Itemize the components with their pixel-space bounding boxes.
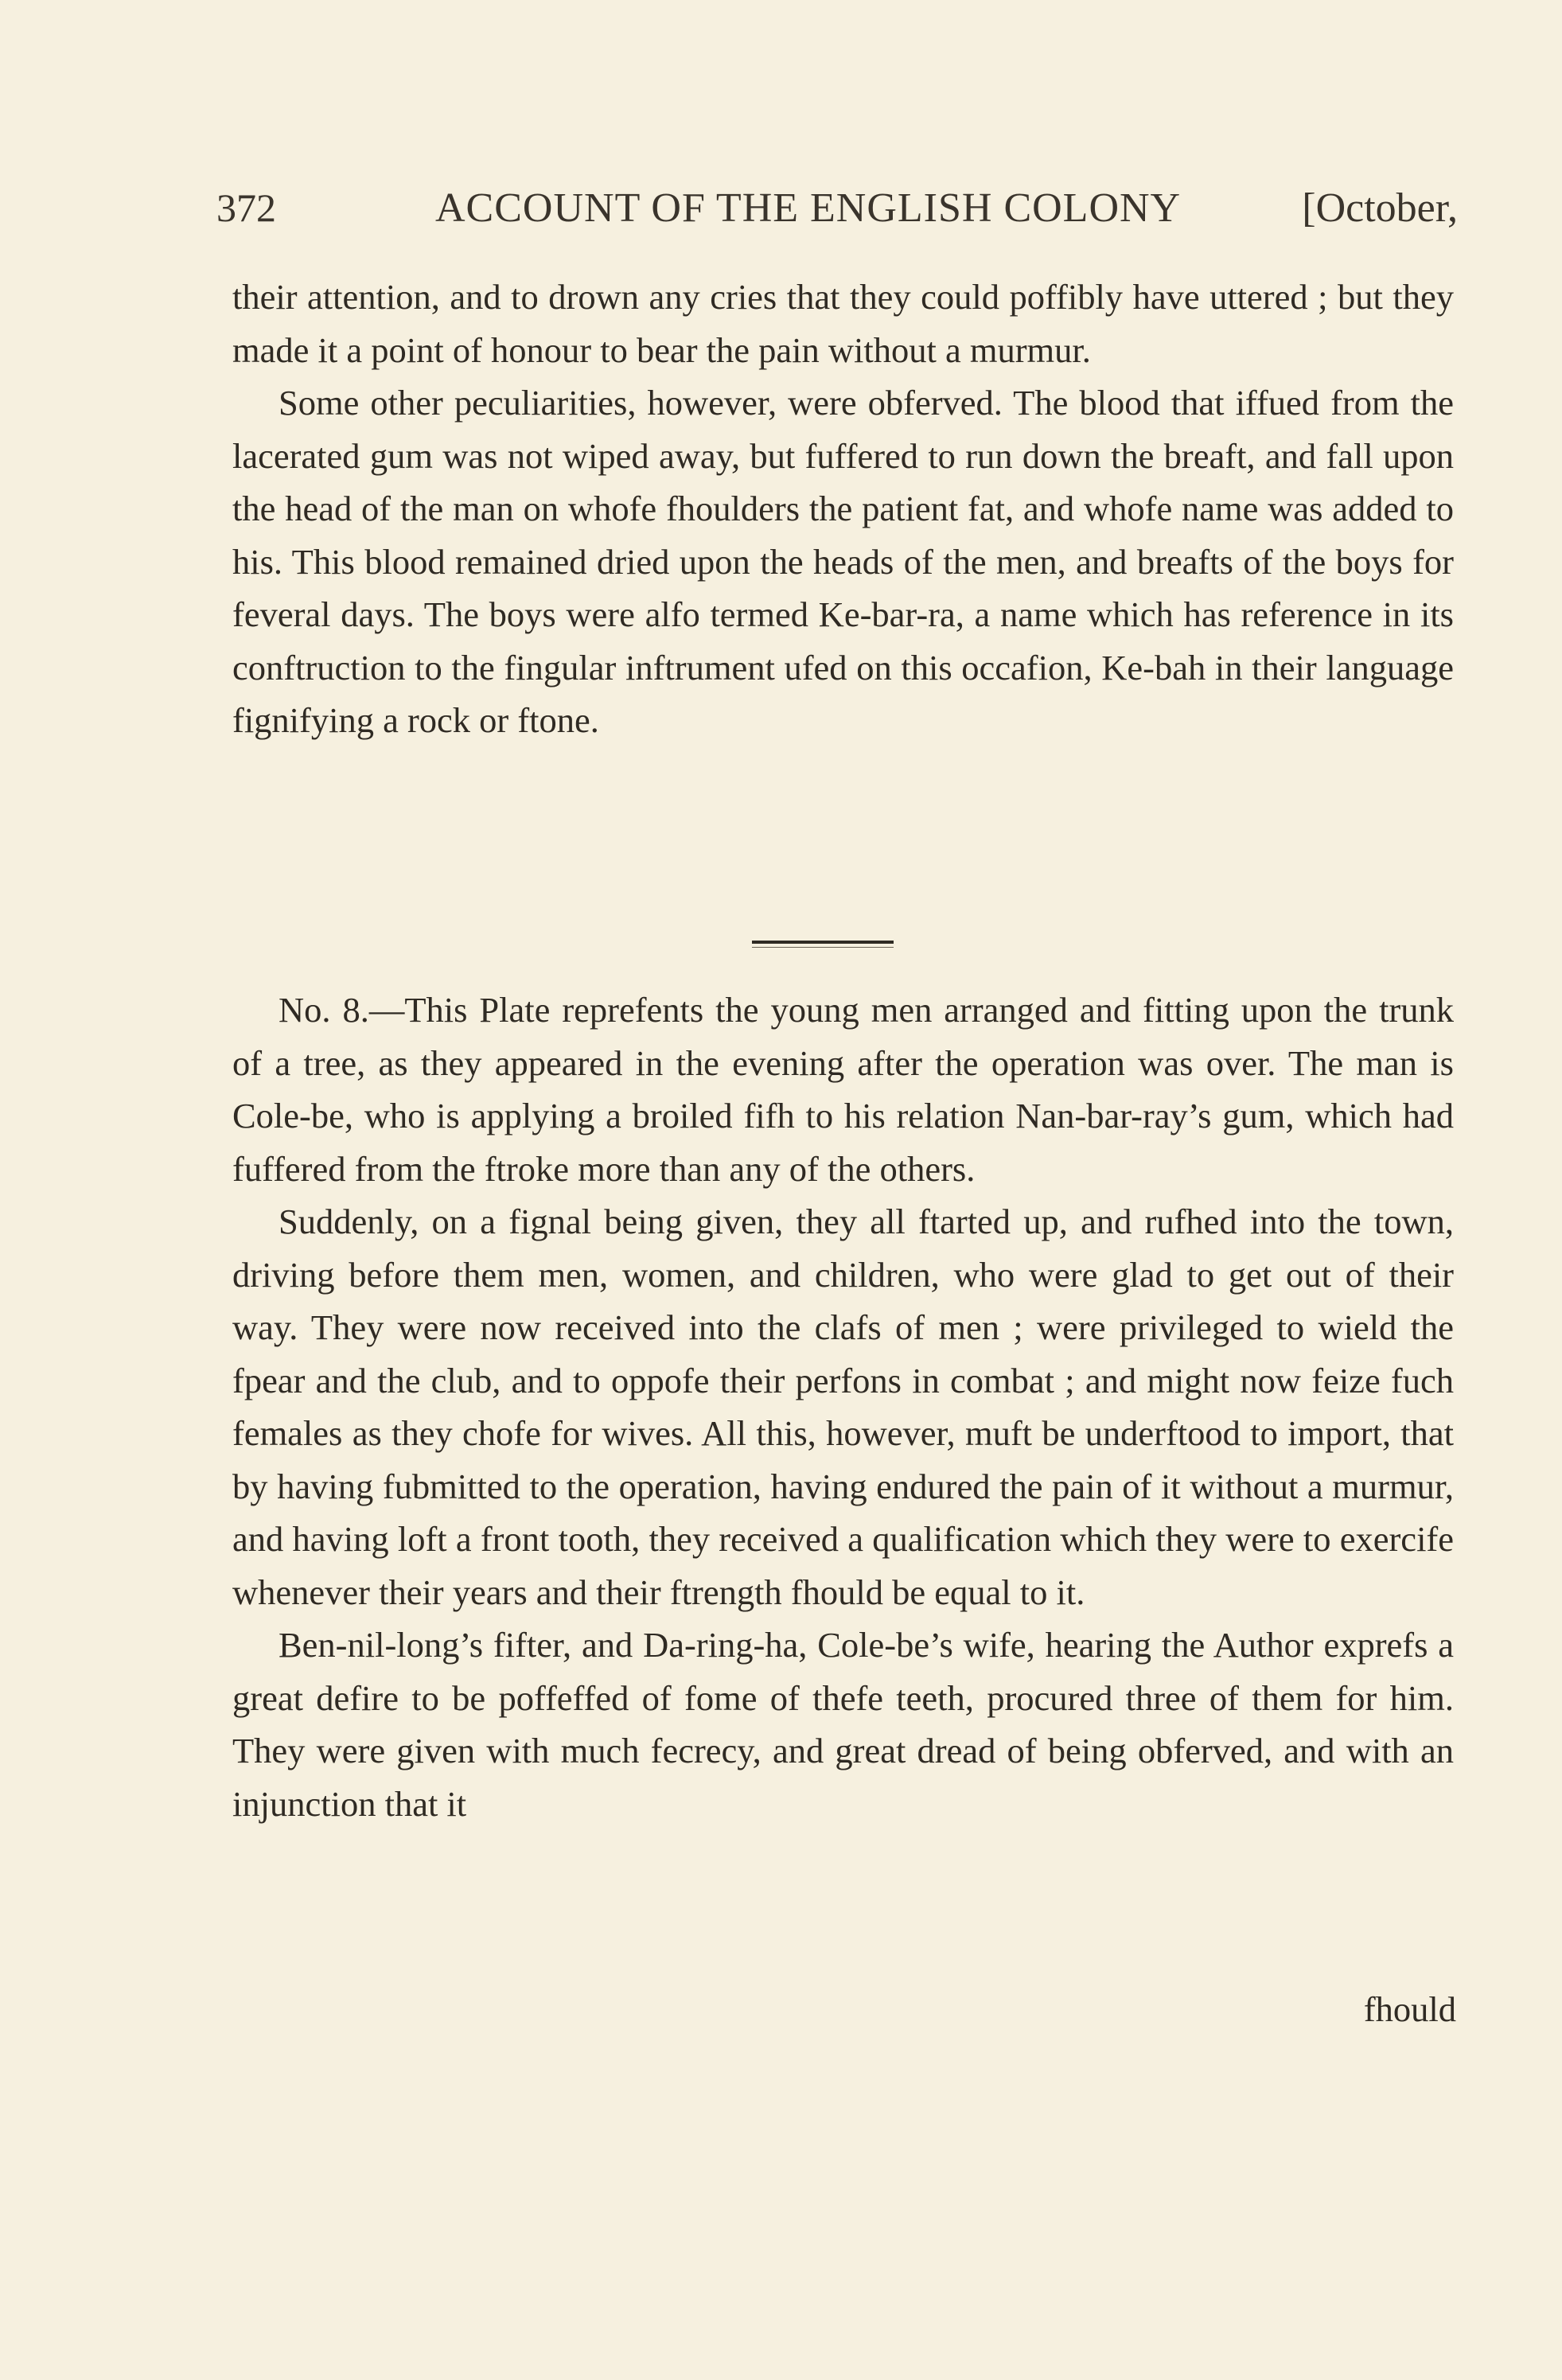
catchword: fhould <box>1363 1989 1456 2029</box>
paragraph-plate-description: No. 8.—This Plate reprefents the young men arranged and fitting upon the trunk of a tree, as they appeared in the evening after the operation was over. The man is Cole-be, who is applying a broiled fifh to his relation Nan-bar-ray’s gum, which had fuffered from the ftroke more than any of the others. <box>232 990 1454 1189</box>
paragraph-teeth: Ben-nil-long’s fifter, and Da-ring-ha, Cole-be’s wife, hearing the Author exprefs a great defire to be poffeffed of fome of thefe teeth, procured three of them for him. They were given with much fecrecy, and great dread of being obferved, and with an injunction that it <box>232 1625 1454 1824</box>
section-month: [October, <box>1302 185 1458 231</box>
section-divider <box>752 941 894 944</box>
running-head: ACCOUNT OF THE ENGLISH COLONY <box>435 185 1182 231</box>
page-header <box>216 185 1458 232</box>
paragraph-signal: Suddenly, on a fignal being given, they all ftarted up, and rufhed into the town, driving before them men, women, and children, who were glad to get out of their way. They were now received into the clafs of men ; were privileged to wield the fpear and the club, and to oppofe their perfons in combat ; and might now feize fuch females as they chofe for wives. All this, however, muft be underftood to import, that by having fubmitted to the operation, having endured the pain of it without a murmur, and having loft a front tooth, they received a qualification which they were to exercife whenever their years and their ftrength fhould be equal to it. <box>232 1202 1454 1612</box>
page-number: 372 <box>216 185 276 230</box>
paragraph-peculiarities: Some other peculiarities, however, were obferved. The blood that iffued from the lacerated gum was not wiped away, but fuffered to run down the breaft, and fall upon the head of the man on whofe fhoulders the patient fat, and whofe name was added to his. This blood remained dried upon the heads of the men, and breafts of the boys for feveral days. The boys were alfo termed Ke-bar-ra, a name which has reference in its conftruction to the fingular inftrument ufed on this occafion, Ke-bah in their language fignifying a rock or ftone. <box>232 383 1454 740</box>
top-text-block <box>232 271 1454 747</box>
bottom-text-block <box>232 984 1454 1830</box>
paragraph-continuation: their attention, and to drown any cries that they could poffibly have uttered ; but they made it a point of honour to bear the pain without a murmur. <box>232 277 1454 370</box>
